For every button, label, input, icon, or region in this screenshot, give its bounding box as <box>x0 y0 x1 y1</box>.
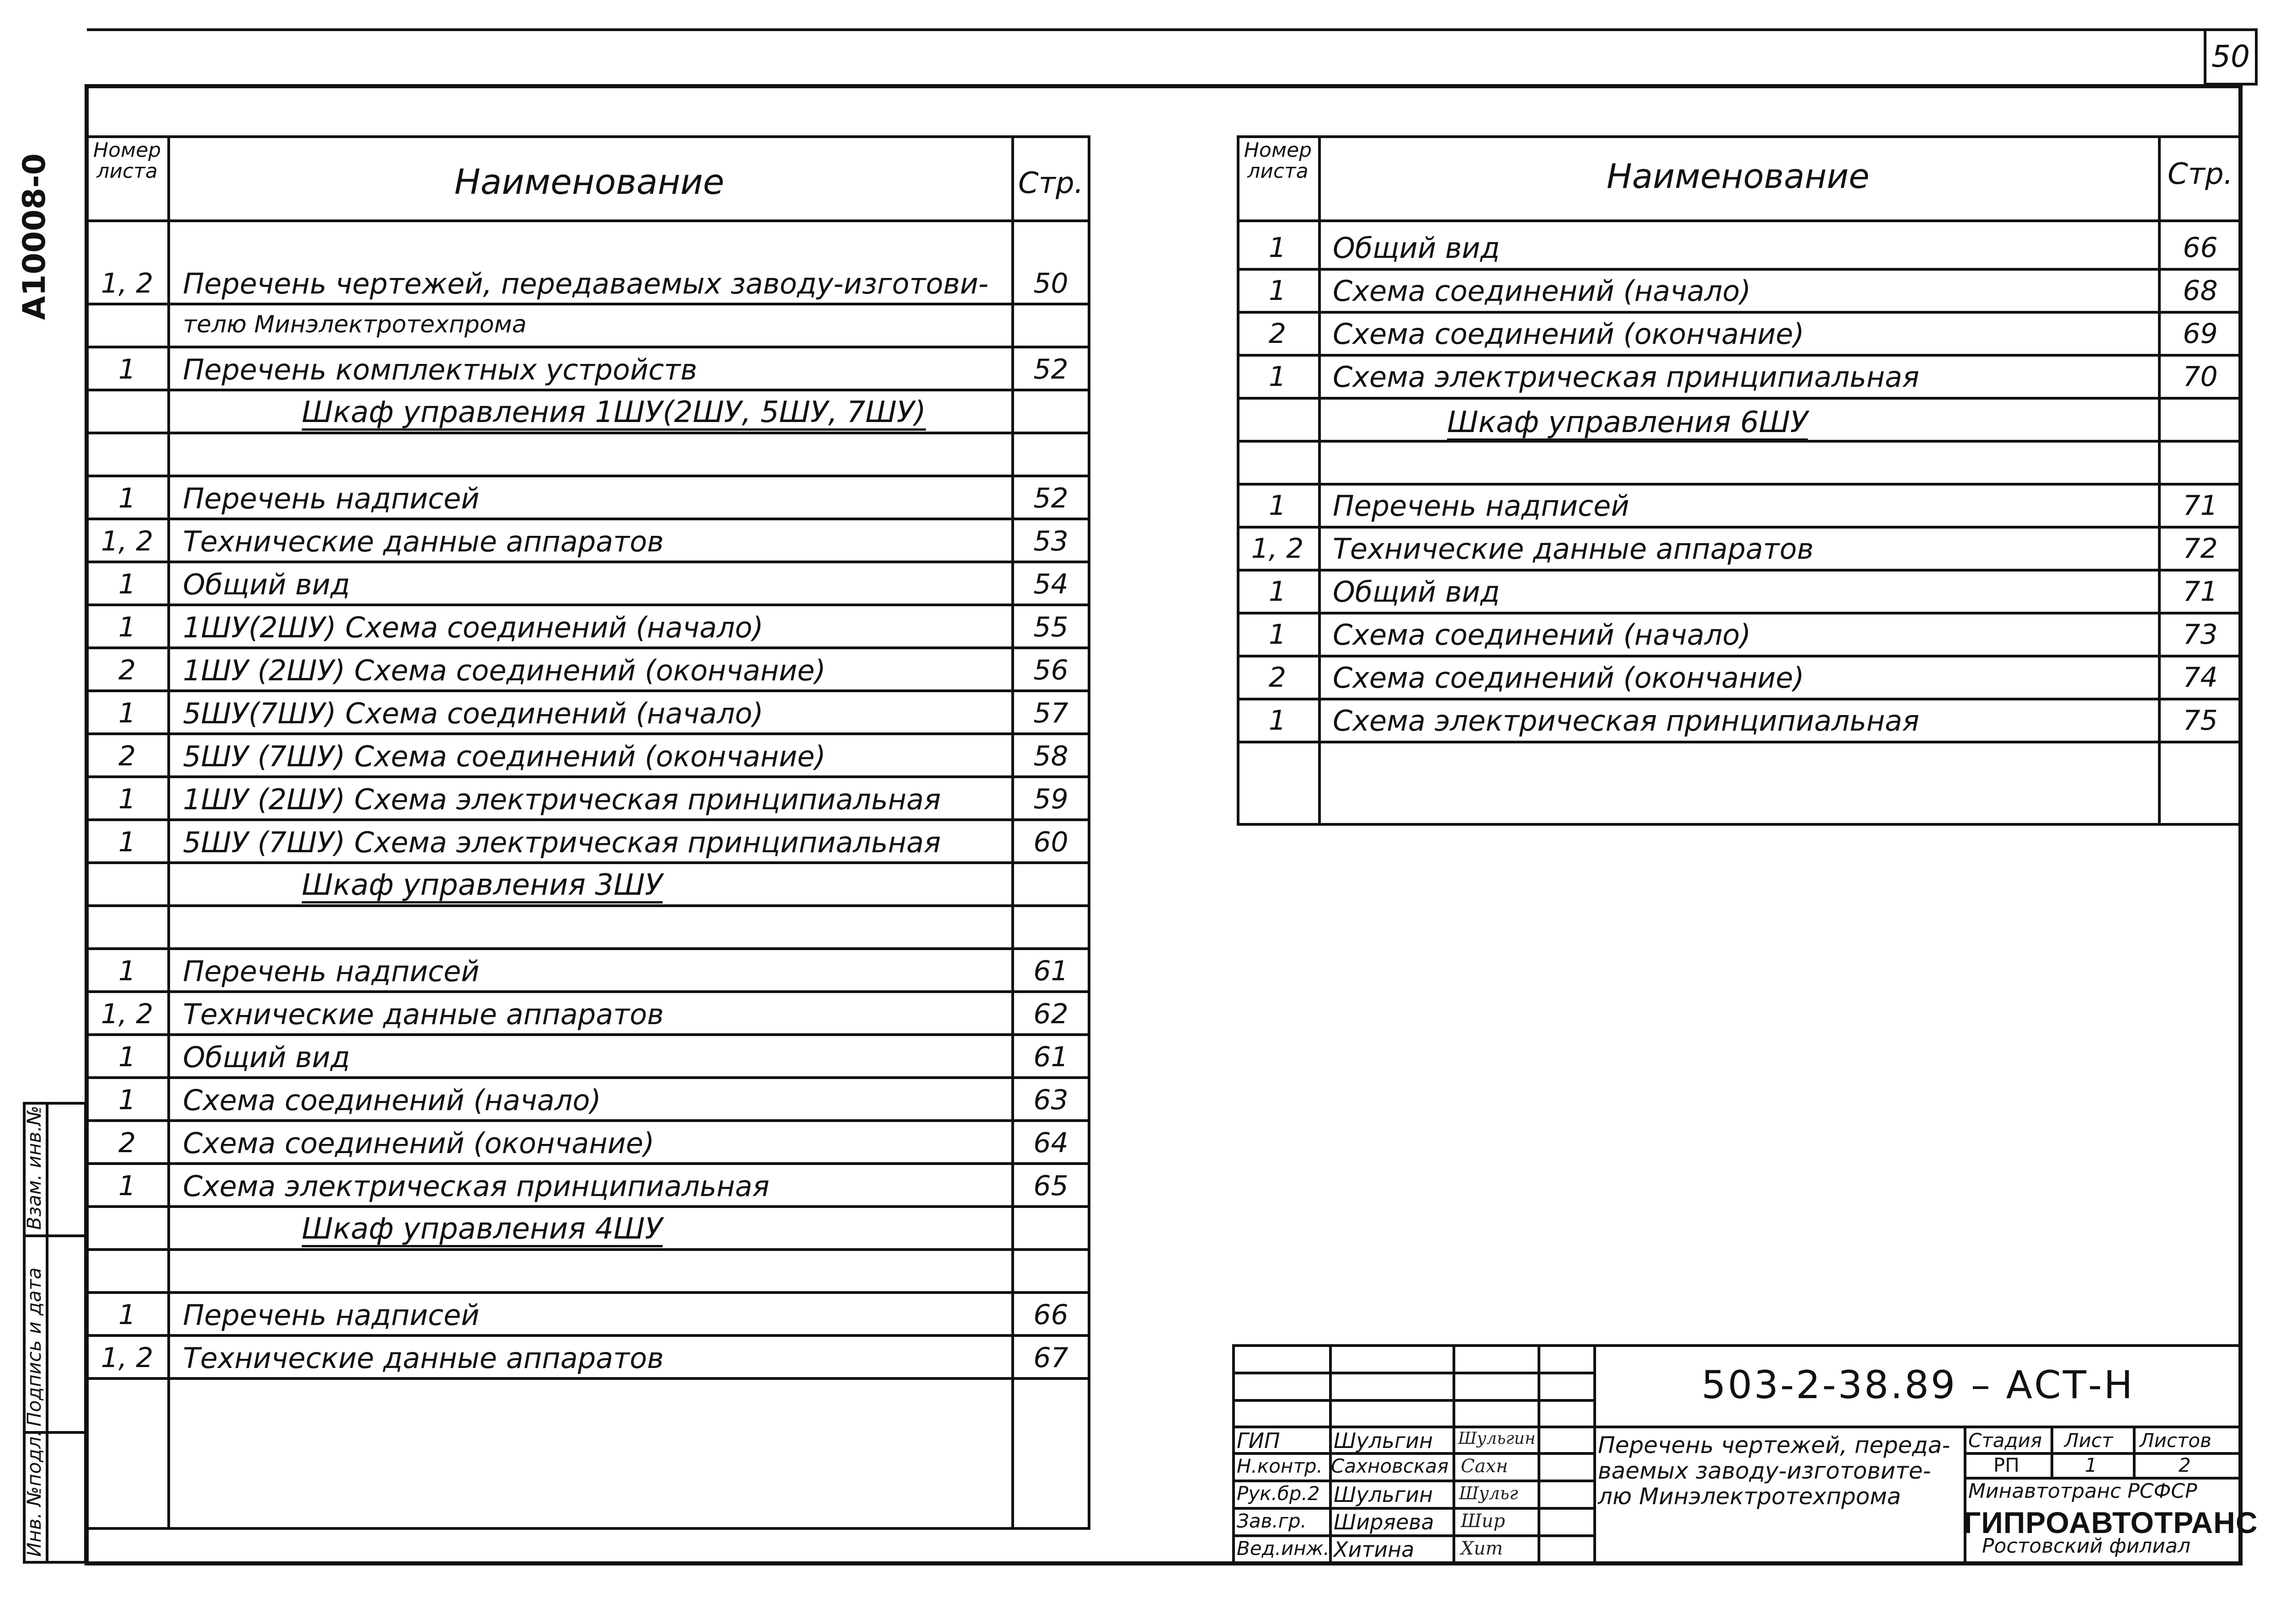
right-header-line <box>1237 219 2243 222</box>
row-title: Перечень комплектных устройств <box>183 353 697 386</box>
right-top-line <box>1237 135 2243 138</box>
row-sheet-number: 1 <box>1268 576 1287 608</box>
row-page: 60 <box>1033 826 1068 858</box>
row-title: Перечень надписей <box>1333 489 1629 523</box>
row-title: Перечень чертежей, передаваемых заводу-изготови- <box>183 267 989 300</box>
row-line <box>87 561 1090 563</box>
row-sheet-number: 1, 2 <box>101 525 154 557</box>
row-sheet-number: 1 <box>1268 490 1287 522</box>
row-page: 73 <box>2183 619 2218 651</box>
row-line <box>87 732 1090 735</box>
row-sheet-number: 2 <box>1268 318 1287 350</box>
row-sheet-number: 2 <box>118 740 136 772</box>
tb-org-institute: ГИПРОАВТОТРАНС <box>1964 1506 2258 1539</box>
row-page: 62 <box>1033 998 1068 1030</box>
row-title: Схема соединений (начало) <box>1333 618 1751 652</box>
section-heading: Шкаф управления 1ШУ(2ШУ, 5ШУ, 7ШУ) <box>302 395 926 429</box>
row-page: 50 <box>1033 267 1068 299</box>
row-title: Схема соединений (начало) <box>1333 274 1751 308</box>
tb-desc-0: Перечень чертежей, переда- <box>1598 1432 1950 1458</box>
row-line <box>87 689 1090 692</box>
row-title: 1ШУ (2ШУ) Схема электрическая принципиальная <box>183 783 941 816</box>
row-title: Общий вид <box>183 1041 350 1074</box>
row-line <box>1237 354 2243 357</box>
row-line <box>87 818 1090 821</box>
row-line <box>1237 483 2243 486</box>
row-page: 59 <box>1033 783 1068 815</box>
row-page: 65 <box>1033 1170 1068 1202</box>
tb-name-4: Хитина <box>1334 1537 1415 1562</box>
row-sheet-number: 1, 2 <box>101 998 154 1030</box>
row-title: Схема электрическая принципиальная <box>183 1170 769 1203</box>
row-sheet-number: 1 <box>118 353 136 385</box>
tb-signature-2: Шульг <box>1459 1483 1518 1503</box>
row-line <box>87 646 1090 649</box>
row-line <box>87 518 1090 520</box>
row-title: Технические данные аппаратов <box>183 998 664 1031</box>
row-page: 67 <box>1033 1342 1068 1374</box>
row-title: телю Минэлектротехпрома <box>183 311 527 338</box>
tb-name-0: Шульгин <box>1334 1428 1433 1453</box>
row-page: 70 <box>2183 361 2218 393</box>
row-line <box>1237 440 2243 443</box>
row-line <box>1237 698 2243 700</box>
row-title: Схема соединений (окончание) <box>183 1127 655 1160</box>
row-page: 54 <box>1033 568 1068 600</box>
right-header-num: Номер листа <box>1244 139 1312 183</box>
row-title: Перечень надписей <box>183 482 480 515</box>
row-title: 1ШУ(2ШУ) Схема соединений (начало) <box>183 611 764 644</box>
row-line <box>1237 311 2243 314</box>
row-title: Технические данные аппаратов <box>183 1341 664 1375</box>
tb-org-branch: Ростовский филиал <box>1982 1534 2191 1558</box>
tb-v-sheet <box>2133 1426 2136 1477</box>
row-line <box>87 1162 1090 1165</box>
row-page: 71 <box>2183 490 2218 522</box>
tb-name-2: Шульгин <box>1334 1482 1433 1507</box>
row-page: 52 <box>1033 482 1068 514</box>
row-line <box>1237 741 2243 743</box>
side-label: A10008-0 <box>16 153 53 320</box>
tb-signature-4: Хит <box>1461 1538 1503 1559</box>
right-header-name: Наименование <box>1606 157 1870 196</box>
row-sheet-number: 1, 2 <box>101 267 154 299</box>
row-line <box>1237 268 2243 271</box>
tb-role-1: Н.контр. <box>1237 1455 1323 1477</box>
left-header-page: Стр. <box>1018 166 1084 200</box>
side-stamp-divider <box>46 1102 48 1564</box>
left-col-divider-1 <box>167 135 170 1530</box>
tb-v-desc <box>1964 1426 1966 1565</box>
row-title: Схема электрическая принципиальная <box>1333 704 1919 737</box>
row-page: 66 <box>2183 232 2218 264</box>
row-title: 5ШУ (7ШУ) Схема электрическая принципиальная <box>183 826 941 859</box>
row-line <box>87 1205 1090 1208</box>
row-sheet-number: 1 <box>118 826 136 858</box>
row-line <box>1237 397 2243 400</box>
side-stamp-row-1 <box>23 1234 87 1237</box>
tb-name-1: Сахновская <box>1331 1455 1449 1477</box>
tb-name-3: Ширяева <box>1334 1510 1434 1534</box>
row-sheet-number: 1 <box>118 1084 136 1116</box>
section-heading: Шкаф управления 4ШУ <box>302 1212 663 1246</box>
tb-stage-label: Стадия <box>1968 1429 2042 1452</box>
row-page: 74 <box>2183 662 2218 694</box>
right-table <box>1237 135 2243 826</box>
row-sheet-number: 1 <box>1268 361 1287 393</box>
tb-org-ministry: Минавтотранс РСФСР <box>1968 1480 2197 1503</box>
section-heading: Шкаф управления 3ШУ <box>302 868 663 902</box>
row-sheet-number: 2 <box>1268 662 1287 694</box>
row-sheet-number: 1, 2 <box>101 1342 154 1374</box>
row-line <box>1237 569 2243 572</box>
row-line <box>87 389 1090 391</box>
row-line <box>87 604 1090 606</box>
row-sheet-number: 1 <box>118 1299 136 1331</box>
right-header-page: Стр. <box>2168 157 2233 191</box>
row-line <box>87 1076 1090 1079</box>
tb-sheets: 2 <box>2179 1454 2191 1476</box>
row-line <box>87 1291 1090 1294</box>
tb-code: 503-2-38.89 – АСТ-Н <box>1701 1362 2135 1407</box>
row-title: Общий вид <box>183 568 350 601</box>
row-line <box>87 775 1090 778</box>
row-line <box>1237 612 2243 614</box>
row-page: 56 <box>1033 654 1068 686</box>
row-title: Схема соединений (окончание) <box>1333 317 1805 351</box>
side-stamp-inv: Инв. №подл. <box>23 1430 45 1557</box>
tb-v-stage <box>2051 1426 2053 1477</box>
row-sheet-number: 1 <box>118 611 136 643</box>
row-title: Перечень надписей <box>183 955 480 988</box>
row-page: 63 <box>1033 1084 1068 1116</box>
row-line <box>87 432 1090 434</box>
top-line <box>87 28 2204 31</box>
row-page: 75 <box>2183 705 2218 737</box>
left-header-line <box>87 219 1090 222</box>
tb-role-2: Рук.бр.2 <box>1237 1482 1320 1505</box>
sheet-number: 50 <box>2211 39 2250 74</box>
row-title: Схема соединений (окончание) <box>1333 661 1805 694</box>
tb-sheets-label: Листов <box>2140 1429 2211 1452</box>
row-line <box>87 1334 1090 1337</box>
row-page: 69 <box>2183 318 2218 350</box>
left-header-num: Номер листа <box>93 139 161 183</box>
row-title: Общий вид <box>1333 575 1500 609</box>
left-header-name: Наименование <box>454 161 725 202</box>
row-page: 61 <box>1033 1041 1068 1073</box>
row-line <box>87 1248 1090 1251</box>
row-line <box>87 475 1090 477</box>
row-page: 57 <box>1033 697 1068 729</box>
row-title: Схема соединений (начало) <box>183 1084 601 1117</box>
row-sheet-number: 1, 2 <box>1251 533 1304 565</box>
tb-signature-0: Шульгин <box>1458 1429 1536 1448</box>
row-title: 1ШУ (2ШУ) Схема соединений (окончание) <box>183 654 826 687</box>
tb-v-sign <box>1538 1344 1540 1565</box>
row-sheet-number: 2 <box>118 654 136 686</box>
row-sheet-number: 1 <box>1268 275 1287 307</box>
row-sheet-number: 1 <box>1268 705 1287 737</box>
row-sheet-number: 2 <box>118 1127 136 1159</box>
row-page: 52 <box>1033 353 1068 385</box>
row-line <box>87 904 1090 907</box>
row-line <box>1237 655 2243 657</box>
row-line <box>87 990 1090 993</box>
tb-v-name <box>1453 1344 1455 1565</box>
row-title: 5ШУ (7ШУ) Схема соединений (окончание) <box>183 740 826 773</box>
row-sheet-number: 1 <box>118 955 136 987</box>
left-table <box>87 135 1090 1530</box>
row-line <box>87 346 1090 348</box>
row-sheet-number: 1 <box>118 697 136 729</box>
side-stamp-replace: Взам. инв.№ <box>23 1106 45 1230</box>
row-title: Общий вид <box>1333 231 1500 265</box>
row-page: 53 <box>1033 525 1068 557</box>
row-sheet-number: 1 <box>118 1170 136 1202</box>
row-line <box>1237 526 2243 529</box>
tb-h-1 <box>1232 1372 1593 1374</box>
row-title: Перечень надписей <box>183 1298 480 1332</box>
tb-role-3: Зав.гр. <box>1237 1510 1307 1532</box>
row-sheet-number: 1 <box>118 568 136 600</box>
tb-role-0: ГИП <box>1237 1428 1280 1453</box>
side-stamp-sign: Подпись и дата <box>23 1267 45 1426</box>
row-page: 55 <box>1033 611 1068 643</box>
row-page: 68 <box>2183 275 2218 307</box>
row-sheet-number: 1 <box>1268 619 1287 651</box>
row-line <box>87 303 1090 305</box>
section-heading: Шкаф управления 6ШУ <box>1447 406 1808 439</box>
row-line <box>87 1377 1090 1380</box>
row-sheet-number: 1 <box>118 1041 136 1073</box>
tb-role-4: Вед.инж. <box>1237 1537 1330 1560</box>
tb-stage: РП <box>1993 1454 2019 1476</box>
row-line <box>87 1033 1090 1036</box>
tb-sheet-label: Лист <box>2064 1429 2113 1452</box>
row-page: 66 <box>1033 1299 1068 1331</box>
row-sheet-number: 1 <box>118 482 136 514</box>
row-line <box>87 861 1090 864</box>
row-sheet-number: 1 <box>1268 232 1287 264</box>
tb-desc-1: ваемых заводу-изготовите- <box>1598 1458 1931 1484</box>
tb-signature-1: Сахн <box>1461 1456 1508 1477</box>
tb-h-2 <box>1232 1399 1593 1402</box>
row-page: 58 <box>1033 740 1068 772</box>
row-title: 5ШУ(7ШУ) Схема соединений (начало) <box>183 697 764 730</box>
tb-sheet: 1 <box>2085 1454 2097 1476</box>
row-title: Технические данные аппаратов <box>183 525 664 558</box>
row-line <box>87 1119 1090 1122</box>
row-page: 61 <box>1033 955 1068 987</box>
row-title: Технические данные аппаратов <box>1333 532 1814 566</box>
title-block <box>1232 1344 2258 1565</box>
row-title: Схема электрическая принципиальная <box>1333 360 1919 394</box>
row-page: 71 <box>2183 576 2218 608</box>
row-page: 64 <box>1033 1127 1068 1159</box>
row-sheet-number: 1 <box>118 783 136 815</box>
row-page: 72 <box>2183 533 2218 565</box>
tb-desc-2: лю Минэлектротехпрома <box>1598 1483 1901 1510</box>
tb-signature-3: Шир <box>1461 1511 1506 1532</box>
right-col-divider-1 <box>1318 135 1321 826</box>
row-line <box>87 947 1090 950</box>
